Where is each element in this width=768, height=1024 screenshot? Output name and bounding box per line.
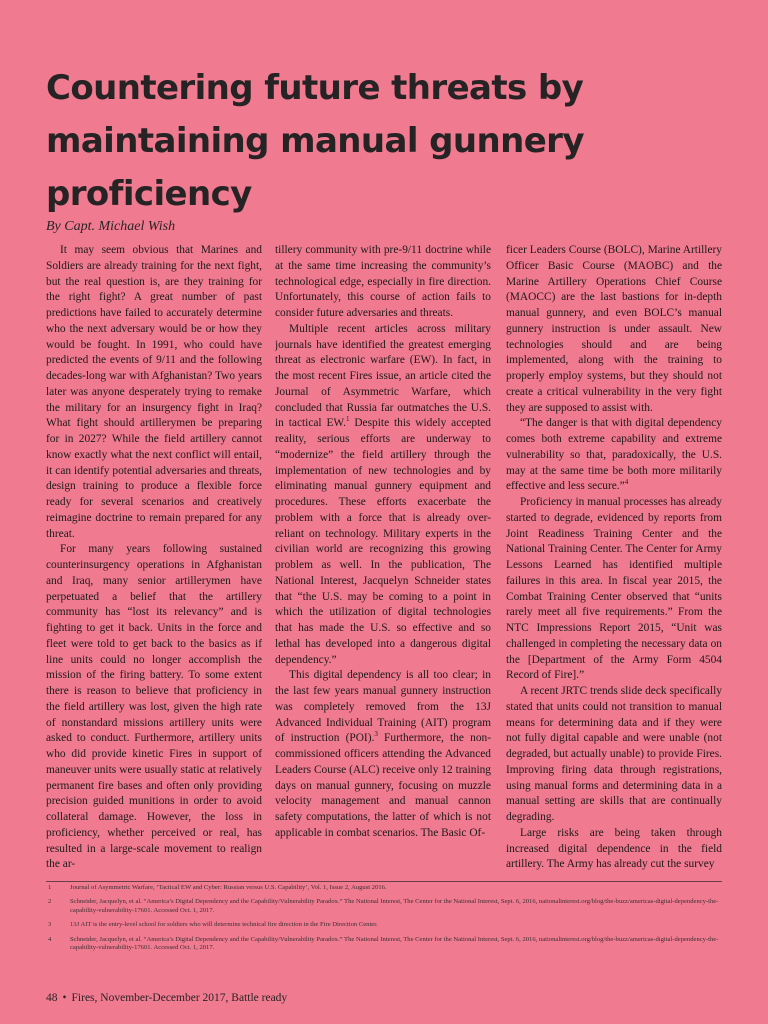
paragraph-text: This digital dependency is all too clear; in the last few years manual gunnery instruction was completely removed from the 13J Advanced Individual Training (AIT) program of instruction (POI). <box>275 669 491 745</box>
footnote-number: 4 <box>48 935 52 943</box>
footnote-reference: 1 <box>345 415 350 424</box>
footnote-text: 13J AIT is the entry-level school for soldiers who will determine technical fire direction in the Fire Direction Center. <box>70 921 378 929</box>
paragraph <box>506 826 722 873</box>
footnote <box>46 921 726 929</box>
body-column-1 <box>46 243 262 881</box>
footnote-text: Journal of Asymmetric Warfare, ‘Tactical EW and Cyber: Russian versus U.S. Capability’, Vol. 1, Issue 2, August 2016. <box>70 884 387 891</box>
body-column-2 <box>275 243 491 881</box>
footnote-reference: 4 <box>624 478 629 487</box>
footnotes <box>46 884 726 958</box>
footnote-number: 1 <box>48 884 52 891</box>
paragraph <box>506 243 722 416</box>
paragraph-text-continued: Despite this widely accepted reality, serious efforts are underway to “modernize” the field artillery through the implementation of new technologies and by eliminating manual gunnery equipment and procedures. These efforts exacerbate the problem with a force that is already over-reliant on technology. Military experts in the civilian world are recognizing this growing problem as well. In the publication, The National Interest, Jacquelyn Schneider states that “the U.S. may be coming to a point in which the utilization of digital technologies that has made the U.S. so effective and so lethal has developed into a dangerous digital dependency.” <box>275 417 491 666</box>
article-title: Countering future threats by maintaining manual gunnery proficiency <box>46 68 584 214</box>
page-number: 48 <box>46 992 58 1004</box>
paragraph <box>275 322 491 669</box>
paragraph-text: ficer Leaders Course (BOLC), Marine Artillery Officer Basic Course (MAOBC) and the Marine Artillery Operations Chief Course (MAOCC) are the last bastions for in-depth manual gunnery, and even BOLC’s manual gunnery instruction is under assault. New technologies should and are being implemented, along with the training to properly employ systems, but they should not create a critical vulnerability in the very fight they are supposed to assist with. <box>506 244 722 414</box>
paragraph <box>275 243 491 322</box>
paragraph <box>46 542 262 873</box>
footnote-number: 3 <box>48 921 52 929</box>
paragraph <box>506 684 722 826</box>
publication-info: Fires, November-December 2017, Battle ready <box>71 992 288 1004</box>
byline: By Capt. Michael Wish <box>46 219 176 234</box>
paragraph <box>275 668 491 841</box>
footnote <box>46 884 726 892</box>
footnote-text: Schneider, Jacquelyn, et al. “America’s Digital Dependency and the Capability/Vulnerability Paradox.” The National Interest, The Center for the National Interest, Sept. 6, 2016, nationalinterest.org/blog/the-buzz/americas-digital-dependency-the-capability-vulnerability-17601. Accessed Oct. 1, 2017. <box>70 898 719 914</box>
footnote-number: 2 <box>48 898 52 906</box>
paragraph-text: Multiple recent articles across military journals have identified the greatest emerging threat as electronic warfare (EW). In fact, in the most recent Fires issue, an article cited the Journal of Asymmetric Warfare, which concluded that Russia far outmatches the U.S. in tactical EW. <box>275 322 491 430</box>
footnote-divider <box>46 881 722 882</box>
paragraph-text: Large risks are being taken through increased digital dependence in the field artillery. The Army has already cut the survey <box>506 826 722 871</box>
footnote-text: Schneider, Jacquelyn, et al. “America’s Digital Dependency and the Capability/Vulnerability Paradox.” The National Interest, The Center for the National Interest, Sept. 6, 2016, nationalinterest.org/blog/the-buzz/americas-digital-dependency-the-capability-vulnerability-17601. Accessed Oct. 1, 2017. <box>70 935 719 952</box>
paragraph <box>506 495 722 684</box>
paragraph-text: “The danger is that with digital dependency comes both extreme capability and extreme vulnerability so that, paradoxically, the U.S. may at the same time be both more militarily effective and less secure.” <box>506 417 722 493</box>
footnote-reference: 3 <box>374 730 378 739</box>
footer-separator: • <box>62 992 67 1004</box>
footnote <box>46 898 726 915</box>
footnote <box>46 936 726 953</box>
paragraph-text: Proficiency in manual processes has already started to degrade, evidenced by reports from Joint Readiness Training Center and the National Training Center. The Center for Army Lessons Learned has identified multiple failures in this area. In fiscal year 2015, the Combat Training Center observed that “units rarely meet all five requirements.” From the NTC Impressions Report 2015, “Unit was challenged in completing the necessary data on the [Department of the Army Form 4504 Record of Fire].” <box>506 496 722 682</box>
paragraph-text-continued: Furthermore, the non-commissioned officers attending the Advanced Leaders Course (ALC) receive only 12 training days on manual gunnery, focusing on muzzle velocity management and manual cannon safety computations, the latter of which is not applicable in combat scenarios. The Basic Of- <box>275 732 491 839</box>
page-footer <box>46 992 287 1004</box>
body-column-3 <box>506 243 722 881</box>
paragraph-text: A recent JRTC trends slide deck specifically stated that units could not transition to manual means for determining data and if they were not fully digital capable and were unable (not degraded, but actually unable) to provide Fires. Improving firing data through registrations, using manual forms and determining data in a manual setting are skills that are continually degrading. <box>506 685 722 823</box>
paragraph-text: tillery community with pre-9/11 doctrine while at the same time increasing the community’s technological edge, especially in fire direction. Unfortunately, this course of action fails to consider future adversaries and threats. <box>275 244 491 319</box>
paragraph-text: It may seem obvious that Marines and Soldiers are already training for the next fight, but the real question is, are they training for the right fight? A great number of past predictions have failed to accurately determine who the next adversary would be or how they would be fought. In 1991, who could have predicted the events of 9/11 and the following decades-long war with Afghanistan? Two years later was anyone desperately trying to remake the military for an insurgency fight in Iraq? What fight should artillerymen be preparing for in 2027? While the field artillery cannot know exactly what the next conflict will entail, it can identify potential adversaries and threats, design training to produce a flexible force ready for several scenarios and creatively reimagine doctrine to remain prepared for any threat. <box>46 244 262 540</box>
paragraph-text: For many years following sustained counterinsurgency operations in Afghanistan and Iraq, many senior artillerymen have perpetuated a belief that the artillery community has “lost its relevancy” and is fighting to get it back. Units in the force and fleet were told to get back to the basics as if line units could no longer accomplish the mission of the firing battery. To some extent there is reason to believe that proficiency in the field artillery was lost, given the high rate of nonstandard missions artillery units were asked to conduct. Furthermore, artillery units who did provide kinetic Fires in support of maneuver units were usually static at relatively permanent fire bases and often only providing precision guided munitions in order to avoid collateral damage. However, the loss in proficiency, whether perceived or real, has resulted in a large-scale movement to realign the ar- <box>46 543 262 871</box>
paragraph <box>46 243 262 542</box>
paragraph <box>506 416 722 495</box>
